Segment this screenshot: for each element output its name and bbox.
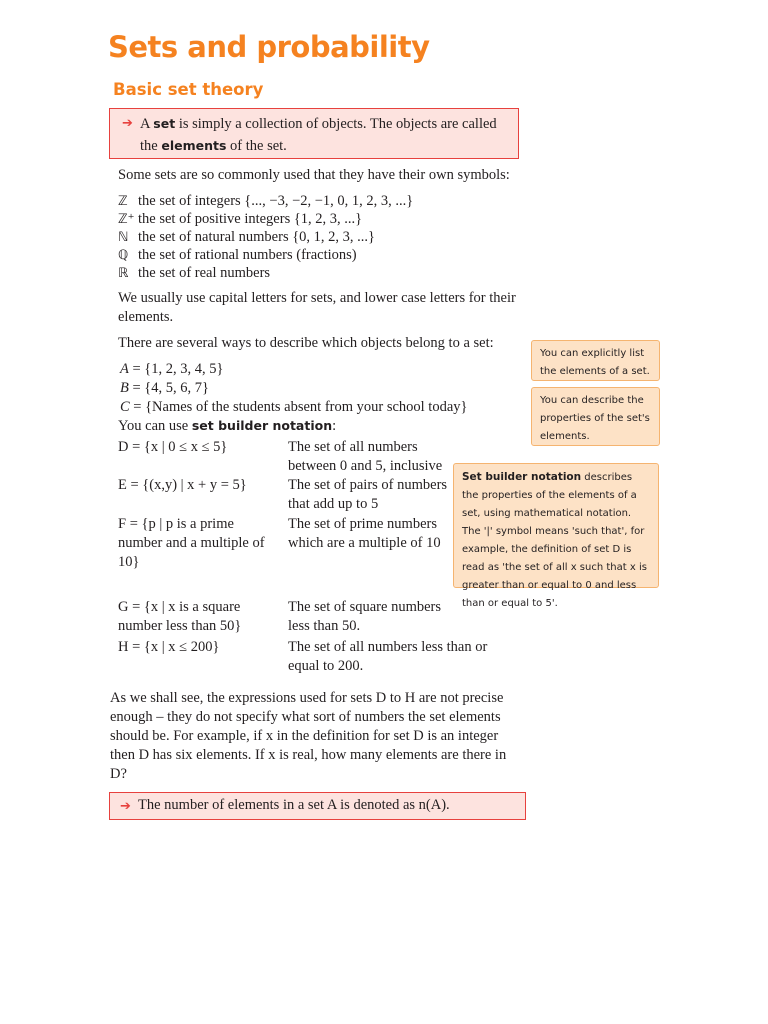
set-e-description: The set of pairs of numbers that add up to 5 [288, 477, 448, 512]
symbol-row-integers: ℤ the set of integers {..., −3, −2, −1, 0, 1, 2, 3, ...} [118, 193, 414, 209]
side-note-term: Set builder notation [462, 471, 582, 483]
integers-symbol: ℤ [118, 194, 128, 209]
set-h-description: The set of all numbers less than or equal to 200. [288, 639, 488, 674]
set-f-expression: F = {p | p is a prime number and a multiple of 10} [118, 516, 265, 570]
intro-text: Some sets are so commonly used that they have their own symbols: [118, 167, 510, 183]
notation-box: ➔ The number of elements in a set A is denoted as n(A). [109, 792, 526, 820]
set-d-description: The set of all numbers between 0 and 5, inclusive [288, 439, 443, 474]
naturals-symbol: ℕ [118, 230, 129, 245]
side-note-properties: You can describe the properties of the set's elements. [531, 387, 660, 446]
term-set-builder: set builder notation [191, 418, 333, 433]
reals-symbol: ℝ [118, 266, 129, 281]
page-title: Sets and probability [108, 30, 430, 64]
symbol-row-reals: ℝ the set of real numbers [118, 265, 271, 281]
closing-paragraph: As we shall see, the expressions used for sets D to H are not precise enough – they do not specify what sort of numbers the set elements should be. For example, if x in the definition for set D is an integer then D has six elements. If x is real, how many elements are there in D? [110, 690, 507, 782]
capitals-paragraph: We usually use capital letters for sets, and lower case letters for their elements. [118, 290, 516, 325]
set-b-definition: B = {4, 5, 6, 7} [120, 380, 209, 396]
term-set: set [153, 116, 176, 131]
set-g-expression: G = {x | x is a square number less than 50} [118, 599, 242, 634]
definition-box: ➔ A set is simply a collection of objects. The objects are called the elements of the set. [109, 108, 519, 159]
side-note-set-builder: Set builder notation describes the properties of the elements of a set, using mathematical notation. The '|' symbol means 'such that', for example, the definition of set D is read as 'the set of all x such that x is greater than or equal to 0 and less than or equal to 5'. [453, 463, 659, 588]
set-e-expression: E = {(x,y) | x + y = 5} [118, 477, 247, 493]
set-d-expression: D = {x | 0 ≤ x ≤ 5} [118, 439, 228, 455]
set-a-definition: A = {1, 2, 3, 4, 5} [120, 361, 224, 377]
ways-paragraph: There are several ways to describe which objects belong to a set: [118, 335, 494, 351]
positive-integers-symbol: ℤ⁺ [118, 212, 135, 227]
rationals-symbol: ℚ [118, 248, 129, 263]
symbol-row-positive-integers: ℤ⁺ the set of positive integers {1, 2, 3, ...} [118, 211, 363, 227]
symbol-row-naturals: ℕ the set of natural numbers {0, 1, 2, 3, ...} [118, 229, 376, 245]
builder-intro: You can use set builder notation: [118, 418, 337, 434]
set-g-description: The set of square numbers less than 50. [288, 599, 442, 634]
set-f-description: The set of prime numbers which are a multiple of 10 [288, 516, 441, 551]
set-c-definition: C = {Names of the students absent from your school today} [120, 399, 468, 415]
section-heading: Basic set theory [113, 80, 264, 99]
arrow-icon: ➔ [120, 799, 131, 814]
set-h-expression: H = {x | x ≤ 200} [118, 639, 220, 655]
side-note-explicit: You can explicitly list the elements of a set. [531, 340, 660, 381]
symbol-row-rationals: ℚ the set of rational numbers (fractions) [118, 247, 357, 263]
arrow-icon: ➔ [122, 116, 133, 131]
term-elements: elements [161, 138, 227, 153]
